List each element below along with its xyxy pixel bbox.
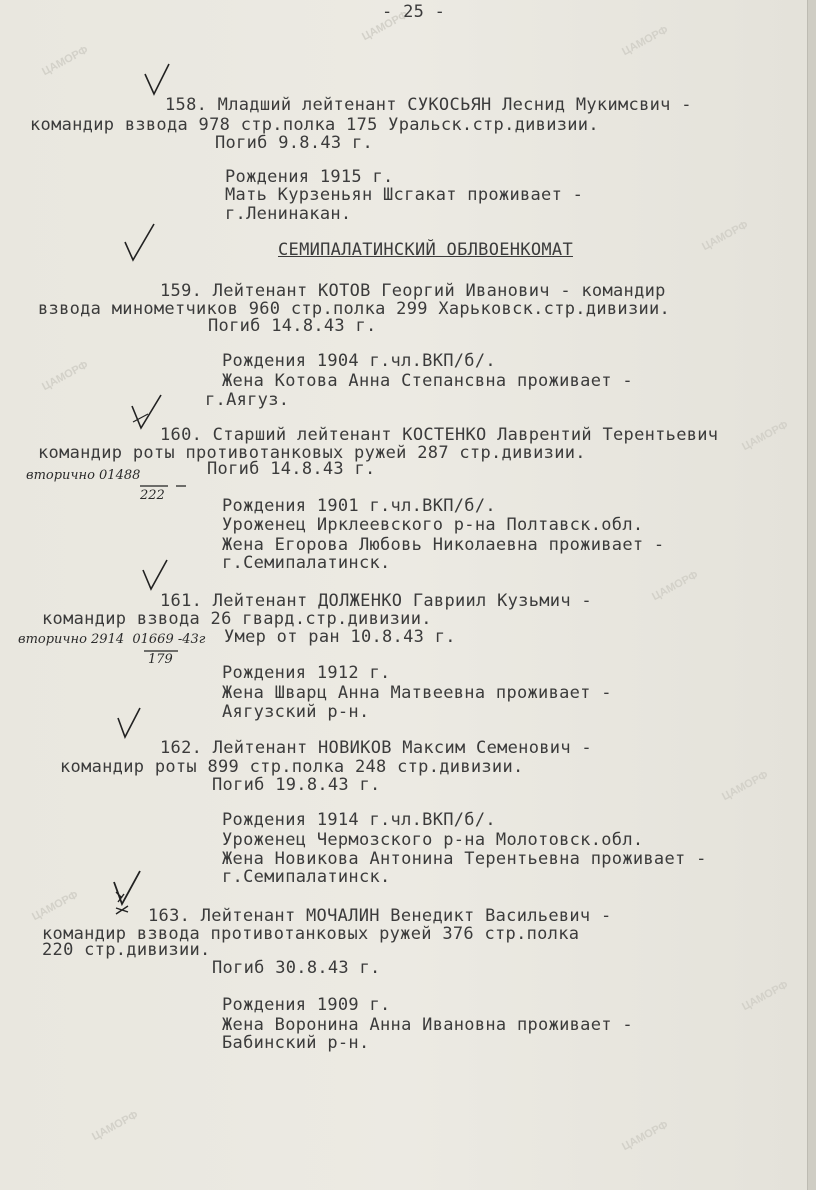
entry-159-line5: Жена Котова Анна Степансвна проживает - (222, 371, 633, 391)
entry-162-line1: 162. Лейтенант НОВИКОВ Максим Семенович - (160, 738, 592, 758)
entry-159-line2: взвода минометчиков 960 стр.полка 299 Харьковск.стр.дивизии. (38, 299, 671, 319)
entry-160-line5: Уроженец Ирклеевского р-на Полтавск.обл. (222, 515, 644, 535)
checkmark-icon (140, 558, 170, 592)
handwritten-note: 222 (140, 488, 165, 503)
page-edge (807, 0, 816, 1190)
entry-163-line2: командир взвода противотанковых ружей 376 стр.полка (42, 924, 580, 944)
watermark: ЦАМОРФ (90, 1108, 141, 1144)
entry-161-line1: 161. Лейтенант ДОЛЖЕНКО Гавриил Кузьмич - (160, 591, 592, 611)
section-title: СЕМИПАЛАТИНСКИЙ ОБЛВОЕНКОМАТ (278, 240, 573, 260)
checkmark-icon (110, 868, 146, 918)
entry-161-line5: Жена Шварц Анна Матвеевна проживает - (222, 683, 612, 703)
handwritten-note: вторично 2914 01669 -43г (18, 632, 206, 647)
page-number: - 25 - (382, 2, 446, 22)
entry-160-line2: командир роты противотанковых ружей 287 стр.дивизии. (38, 443, 586, 463)
watermark: ЦАМОРФ (700, 218, 751, 254)
watermark: ЦАМОРФ (30, 888, 81, 924)
entry-158-line2: командир взвода 978 стр.полка 175 Уральск.стр.дивизии. (30, 115, 599, 135)
entry-162-line3: Погиб 19.8.43 г. (212, 775, 381, 795)
entry-160-line4: Рождения 1901 г.чл.ВКП/б/. (222, 496, 496, 516)
checkmark-icon (122, 222, 156, 262)
watermark: ЦАМОРФ (740, 418, 791, 454)
entry-159-line3: Погиб 14.8.43 г. (208, 316, 377, 336)
watermark: ЦАМОРФ (720, 768, 771, 804)
entry-163-line4: Погиб 30.8.43 г. (212, 958, 381, 978)
entry-163-line5: Рождения 1909 г. (222, 995, 391, 1015)
entry-158-line4: Рождения 1915 г. (225, 167, 394, 187)
checkmark-icon (142, 62, 172, 98)
entry-160-line3: Погиб 14.8.43 г. (207, 459, 376, 479)
entry-162-line2: командир роты 899 стр.полка 248 стр.дивизии. (60, 757, 524, 777)
fraction-line (138, 483, 188, 489)
checkmark-icon (128, 392, 164, 432)
watermark: ЦАМОРФ (740, 978, 791, 1014)
watermark: ЦАМОРФ (620, 1118, 671, 1154)
entry-163-line3: 220 стр.дивизии. (42, 940, 211, 960)
entry-162-line6: Жена Новикова Антонина Терентьевна проживает - (222, 849, 707, 869)
entry-162-line4: Рождения 1914 г.чл.ВКП/б/. (222, 810, 496, 830)
entry-162-line7: г.Семипалатинск. (222, 867, 391, 887)
entry-159-line6: г.Аягуз. (205, 390, 290, 410)
entry-161-line2: командир взвода 26 гвард.стр.дивизии. (42, 609, 432, 629)
watermark: ЦАМОРФ (620, 23, 671, 59)
entry-159-line1: 159. Лейтенант КОТОВ Георгий Иванович - командир (160, 281, 666, 301)
watermark: ЦАМОРФ (40, 358, 91, 394)
entry-160-line1: 160. Старший лейтенант КОСТЕНКО Лаврентий Терентьевич (160, 425, 719, 445)
entry-161-line3: Умер от ран 10.8.43 г. (224, 627, 456, 647)
entry-162-line5: Уроженец Чермозского р-на Молотовск.обл. (222, 830, 644, 850)
checkmark-icon (115, 706, 143, 740)
entry-163-line7: Бабинский р-н. (222, 1033, 370, 1053)
watermark: ЦАМОРФ (360, 8, 411, 44)
entry-159-line4: Рождения 1904 г.чл.ВКП/б/. (222, 351, 496, 371)
watermark: ЦАМОРФ (40, 43, 91, 79)
entry-161-line6: Аягузский р-н. (222, 702, 370, 722)
entry-163-line6: Жена Воронина Анна Ивановна проживает - (222, 1015, 633, 1035)
entry-160-line6: Жена Егорова Любовь Николаевна проживает - (222, 535, 665, 555)
handwritten-note: вторично 01488 (26, 468, 141, 483)
entry-158-line3: Погиб 9.8.43 г. (215, 133, 374, 153)
entry-158-line1: 158. Младший лейтенант СУКОСЬЯН Леснид Мукимсвич - (165, 95, 692, 115)
watermark: ЦАМОРФ (650, 568, 701, 604)
entry-163-line1: 163. Лейтенант МОЧАЛИН Венедикт Васильевич - (148, 906, 612, 926)
entry-161-line4: Рождения 1912 г. (222, 663, 391, 683)
entry-160-line7: г.Семипалатинск. (222, 553, 391, 573)
handwritten-note: 179 (148, 652, 173, 667)
entry-158-line6: г.Ленинакан. (225, 204, 352, 224)
entry-158-line5: Мать Курзеньян Шсгакат проживает - (225, 185, 584, 205)
